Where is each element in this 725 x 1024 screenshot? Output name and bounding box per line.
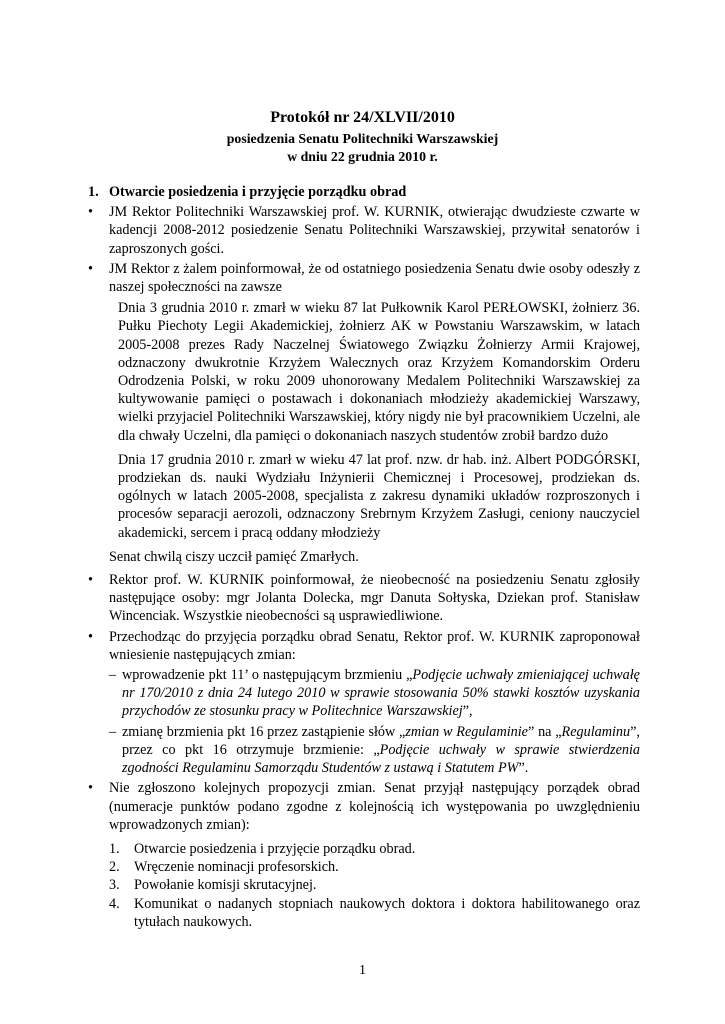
change-text-mid: ” na „ (527, 723, 562, 740)
change-text-italic-1: zmian w Regulaminie (405, 723, 528, 740)
agenda-item-number: 2. (109, 859, 120, 876)
bullet-icon: • (88, 628, 93, 645)
dash-icon: – (109, 667, 117, 684)
change-text-pre: zmianę brzmienia pkt 16 przez zastąpienie słów „ (122, 723, 406, 740)
bullet-text: Rektor prof. W. KURNIK poinformował, że nieobecność na posiedzeniu Senatu zgłosiły następujące osoby: mgr Jolanta Dolecka, mgr Danuta Sołtyska, Dziekan prof. Stanisław Wincenciak. Wszystkie nieobecności są usprawiedliwione. (109, 572, 640, 625)
bullet-text: Przechodząc do przyjęcia porządku obrad Senatu, Rektor prof. W. KURNIK zaproponował wniesienie następujących zmian: (109, 628, 640, 663)
change-item-pkt11 (88, 666, 640, 721)
agenda-item (88, 895, 640, 931)
bullet-text: Nie zgłoszono kolejnych propozycji zmian. Senat przyjął następujący porządek obrad (numeracje punktów podano zgodne z kolejnością ich występowania po uwzględnieniu wprowadzonych zmian): (109, 780, 640, 833)
agenda-item-number: 1. (109, 840, 120, 857)
bullet-item-condolence (88, 260, 640, 296)
bullet-icon: • (88, 572, 93, 589)
page-subtitle-senate: posiedzenia Senatu Politechniki Warszawskiej (226, 131, 499, 146)
section-title: Otwarcie posiedzenia i przyjęcie porządku obrad (109, 184, 407, 200)
change-text-mid-2: ”, przez co pkt 16 otrzymuje brzmienie: „ (122, 723, 640, 758)
page-number: 1 (359, 963, 366, 978)
obituary-perlowski: Dnia 3 grudnia 2010 r. zmarł w wieku 87 lat Pułkownik Karol PERŁOWSKI, żołnierz 36. Pułku Piechoty Legii Akademickiej, żołnierz AK w Powstaniu Warszawskim, w latach 2005-2008 prezes Rady Naczelnej Światowego Związku Żołnierzy Armii Krajowej, odznaczony dwukrotnie Krzyżem Walecznych oraz Krzyżem Komandorskim Orderu Odrodzenia Polski, w roku 2009 uhonorowany Medalem Politechniki Warszawskiej za kultywowanie pamięci o postawach i dokonaniach młodzieży akademickiej Warszawy, wielki przyjaciel Politechniki Warszawskiej, który nigdy nie był pracownikiem Uczelni, ale dla chwały Uczelni, dla pamięci o dokonaniach naszych studentów zrobił bardzo dużo (118, 300, 640, 444)
bullet-item-agenda-adopted (88, 779, 640, 834)
agenda-item-text: Powołanie komisji skrutacyjnej. (134, 877, 317, 894)
bullet-icon: • (88, 204, 93, 221)
page-subtitle-date: w dniu 22 grudnia 2010 r. (287, 149, 438, 164)
bullet-item-absences (88, 571, 640, 626)
agenda-item (88, 876, 640, 894)
bullet-text: JM Rektor Politechniki Warszawskiej prof. W. KURNIK, otwierając dwudzieste czwarte w kadencji 2008-2012 posiedzenie Senatu Politechniki Warszawskiej, przywitał senatorów i zaproszonych gości. (109, 204, 640, 257)
section-heading (88, 183, 640, 201)
agenda-item-number: 3. (109, 877, 120, 894)
bullet-item-opening (88, 203, 640, 258)
change-item-pkt16 (88, 723, 640, 778)
bullet-icon: • (88, 260, 93, 277)
change-text-post: ”, (462, 703, 473, 720)
agenda-item (88, 858, 640, 876)
change-text-italic-2: Regulaminu (561, 723, 631, 740)
agenda-list (88, 840, 640, 931)
agenda-item (88, 840, 640, 858)
agenda-item-text: Wręczenie nominacji profesorskich. (134, 859, 339, 876)
silence-note: Senat chwilą ciszy uczcił pamięć Zmarłych. (109, 548, 359, 565)
bullet-icon: • (88, 780, 93, 797)
page-title: Protokół nr 24/XLVII/2010 (270, 109, 455, 126)
bullet-text: JM Rektor z żalem poinformował, że od ostatniego posiedzenia Senatu dwie osoby odeszły z naszej społeczności na zawsze (109, 260, 640, 296)
change-text-pre: wprowadzenie pkt 11’ o następującym brzmieniu „ (122, 667, 413, 684)
change-text-post: ”. (518, 760, 529, 777)
change-text-italic: Podjęcie uchwały zmieniającej uchwałę nr 170/2010 z dnia 24 lutego 2010 w sprawie stosowania 50% stawki kosztów uzyskania przychodów ze stosunku pracy w Politechnice Warszawskiej (122, 667, 640, 720)
document-body (88, 183, 640, 931)
agenda-item-text: Otwarcie posiedzenia i przyjęcie porządku obrad. (134, 840, 416, 857)
obituary-podgorski: Dnia 17 grudnia 2010 r. zmarł w wieku 47 lat prof. nzw. dr hab. inż. Albert PODGÓRSKI, prodziekan ds. nauki Wydziału Inżynierii Chemicznej i Procesowej, prodziekan ds. ogólnych w latach 2005-2008, specjalista z zakresu dynamiki układów rozproszonych i procesów separacji aerozoli, odznaczony Srebrnym Krzyżem Zasługi, ceniony nauczyciel akademicki, sercem i pracą oddany młodzieży (118, 451, 640, 541)
agenda-item-text: Komunikat o nadanych stopniach naukowych doktora i doktora habilitowanego oraz tytułach naukowych. (134, 895, 640, 930)
section-number: 1. (88, 184, 99, 200)
agenda-item-number: 4. (109, 895, 120, 912)
change-text-italic-3: Podjęcie uchwały w sprawie stwierdzenia zgodności Regulaminu Samorządu Studentów z ustawą i Statutem PW (122, 741, 640, 777)
dash-icon: – (109, 723, 117, 740)
bullet-item-agenda-changes (88, 628, 640, 664)
